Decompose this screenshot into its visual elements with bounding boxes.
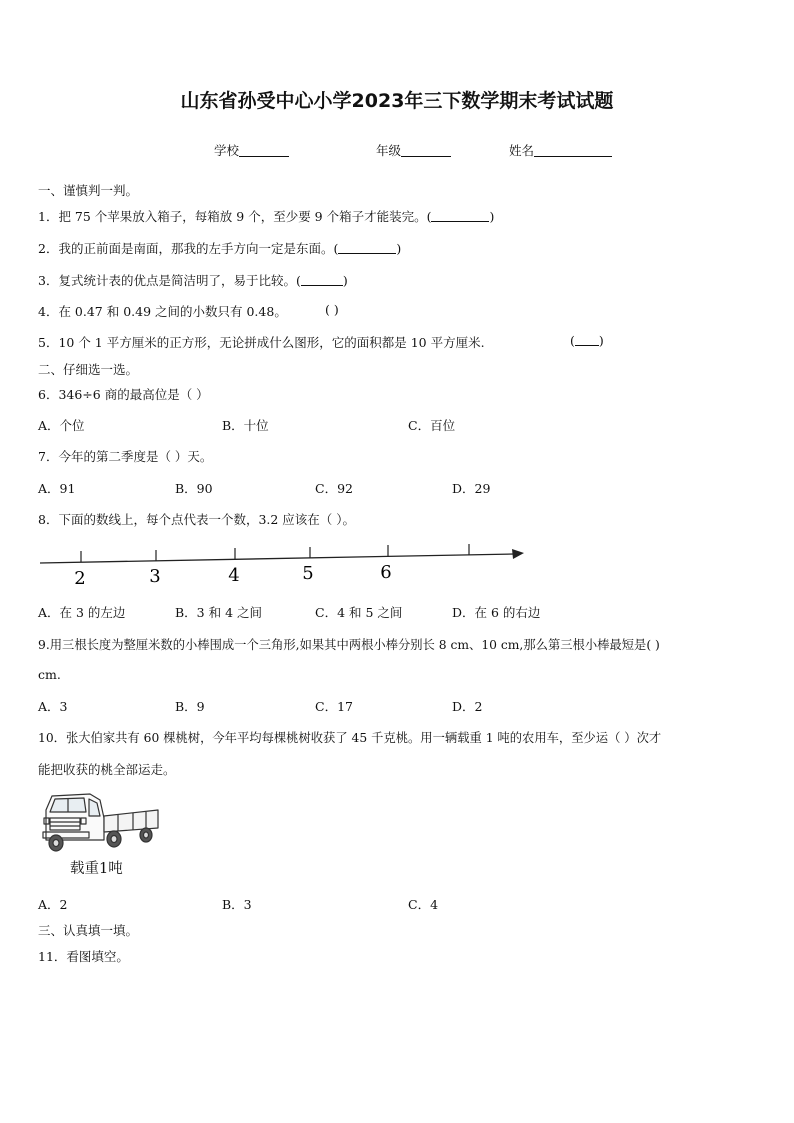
question-5: 5．10 个 1 平方厘米的正方形，无论拼成什么图形，它的面积都是 10 平方厘米. [38, 335, 485, 350]
question-10-line-2: 能把收获的桃全部运走。 [38, 762, 176, 777]
question-7: 7．今年的第二季度是（ ）天。 [38, 449, 213, 464]
q10-option-a[interactable]: A．2 [38, 897, 68, 912]
q8-option-c[interactable]: C．4 和 5 之间 [315, 605, 403, 620]
question-6: 6．346÷6 商的最高位是（ ） [38, 387, 209, 402]
question-2: 2．我的正前面是南面，那我的左手方向一定是东面。( ) [38, 241, 402, 256]
tick-label: 5 [302, 563, 314, 584]
name-blank[interactable] [534, 142, 612, 157]
answer-blank[interactable] [575, 333, 599, 346]
question-9-line-1: 9.用三根长度为整厘米数的小棒围成一个三角形,如果其中两根小棒分别长 8 cm、10 cm,那么第三根小棒最短是( ) [38, 638, 660, 652]
section-3-heading: 三、认真填一填。 [38, 923, 139, 938]
truck-caption: 载重1吨 [70, 861, 123, 877]
question-10-line-1: 10．张大伯家共有 60 棵桃树，今年平均每棵桃树收获了 45 千克桃。用一辆载重 1 吨的农用车，至少运（ ）次才 [38, 731, 662, 745]
number-line-axis [40, 554, 514, 563]
q7-option-d[interactable]: D．29 [452, 481, 491, 496]
q9-option-b[interactable]: B．9 [175, 699, 205, 714]
question-5-answer: ( ) [570, 333, 604, 348]
question-3: 3．复式统计表的优点是简洁明了，易于比较。( ) [38, 273, 348, 288]
q7-option-a[interactable]: A．91 [38, 481, 76, 496]
number-line-figure [36, 540, 531, 592]
q8-option-d[interactable]: D．在 6 的右边 [452, 605, 541, 620]
q10-option-c[interactable]: C．4 [408, 897, 439, 912]
truck-icon [38, 788, 162, 854]
q9-option-d[interactable]: D．2 [452, 699, 483, 714]
name-field[interactable] [509, 141, 612, 159]
q8-option-b[interactable]: B．3 和 4 之间 [175, 605, 263, 620]
q8-option-a[interactable]: A．在 3 的左边 [38, 605, 126, 620]
tick-label: 4 [228, 565, 240, 586]
answer-blank[interactable] [338, 241, 396, 254]
question-4: 4．在 0.47 和 0.49 之间的小数只有 0.48。 [38, 304, 287, 319]
arrow-head-icon [512, 549, 524, 559]
question-4-answer-paren[interactable]: ( ) [325, 302, 339, 317]
question-9-line-2: cm. [38, 667, 61, 682]
question-8: 8．下面的数线上，每个点代表一个数，3.2 应该在（ ）。 [38, 512, 356, 527]
school-label: 学校 [214, 143, 240, 158]
q7-option-b[interactable]: B．90 [175, 481, 213, 496]
school-field[interactable] [214, 141, 289, 159]
answer-blank[interactable] [301, 273, 343, 286]
tick-label: 2 [74, 568, 86, 589]
q6-option-a[interactable]: A．个位 [38, 418, 85, 433]
section-1-heading: 一、谨慎判一判。 [38, 183, 139, 198]
question-1: 1．把 75 个苹果放入箱子，每箱放 9 个，至少要 9 个箱子才能装完。( ) [38, 209, 495, 224]
grade-label: 年级 [376, 143, 402, 158]
answer-blank[interactable] [431, 209, 489, 222]
q10-option-b[interactable]: B．3 [222, 897, 252, 912]
school-blank[interactable] [239, 142, 289, 157]
tick-label: 6 [380, 562, 392, 583]
q7-option-c[interactable]: C．92 [315, 481, 353, 496]
q9-option-c[interactable]: C．17 [315, 699, 353, 714]
page-title: 山东省孙受中心小学2023年三下数学期末考试试题 [180, 90, 614, 112]
section-2-heading: 二、仔细选一选。 [38, 362, 139, 377]
question-11: 11．看图填空。 [38, 949, 129, 964]
q6-option-c[interactable]: C．百位 [408, 418, 456, 433]
tick-label: 3 [149, 566, 161, 587]
q6-option-b[interactable]: B．十位 [222, 418, 269, 433]
q9-option-a[interactable]: A．3 [38, 699, 68, 714]
grade-field[interactable] [376, 141, 451, 159]
grade-blank[interactable] [401, 142, 451, 157]
name-label: 姓名 [509, 143, 535, 158]
